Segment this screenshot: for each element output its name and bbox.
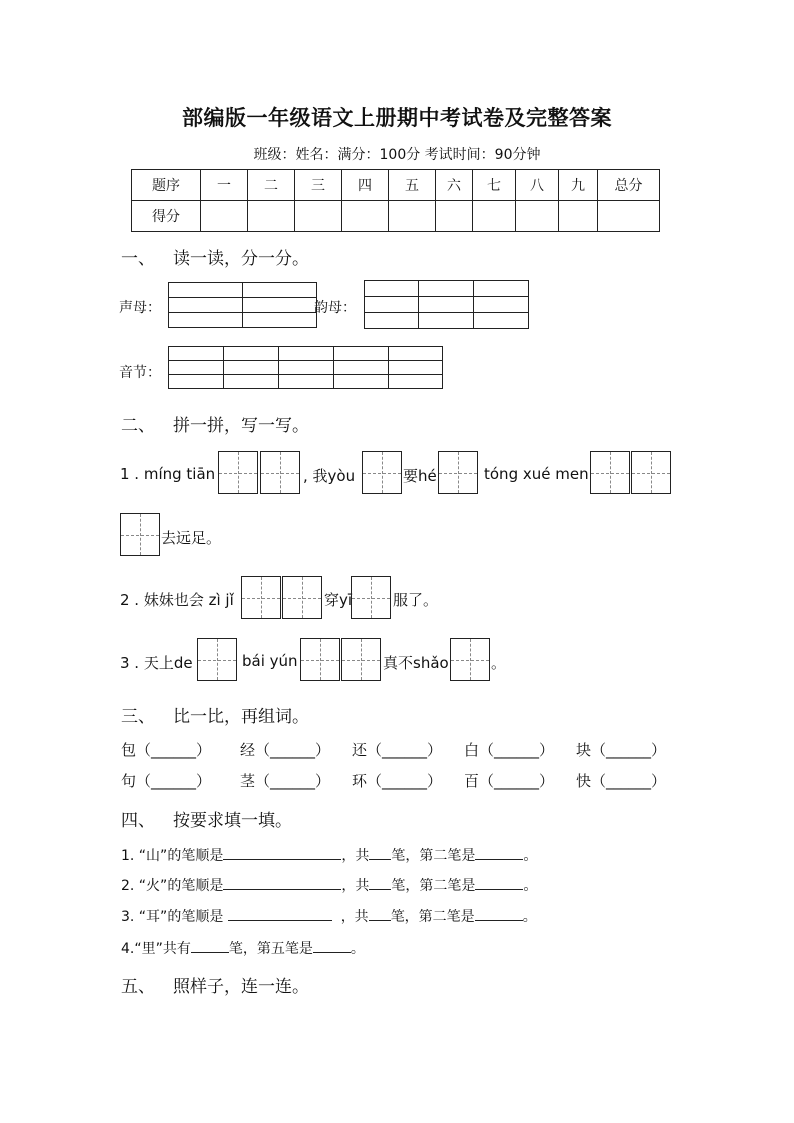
yinjie-grid[interactable] [168,346,443,389]
score-value-row [132,201,660,232]
question-text: 笔，第二笔是 [391,848,476,864]
section-number: 四、 [121,811,155,831]
q3-tail: 。 [491,654,507,672]
compare-char: 包 [121,741,137,759]
question-text: 。 [523,848,538,864]
q2-tail: 服了。 [393,591,439,609]
score-col: 九 [559,170,598,201]
word-blank[interactable]: （______） [367,741,443,759]
compare-char: 句 [121,772,137,790]
answer-blank[interactable] [191,938,229,953]
shengmu-grid[interactable] [168,282,317,328]
compare-item [576,739,666,760]
section-2-heading [121,411,309,436]
tianzige-box[interactable] [197,638,237,681]
section-title: 读一读，分一分。 [173,249,309,269]
compare-char: 百 [464,772,480,790]
score-col: 三 [295,170,342,201]
tianzige-box[interactable] [120,513,160,556]
q3-prefix: 3 . 天上de [120,654,193,672]
answer-blank[interactable] [369,906,391,921]
compare-row-2 [121,770,211,791]
score-cell[interactable] [295,201,342,232]
compare-char: 白 [464,741,480,759]
section-number: 三、 [121,707,155,727]
word-blank[interactable]: （______） [367,772,443,790]
stroke-question-4 [121,938,365,958]
score-cell[interactable] [248,201,295,232]
word-blank[interactable]: （______） [136,772,212,790]
word-blank[interactable]: （______） [591,772,667,790]
score-col: 五 [389,170,436,201]
stroke-question-1 [121,845,537,865]
question-text: 。 [522,909,537,925]
tianzige-box[interactable] [300,638,340,681]
answer-blank[interactable] [369,875,391,890]
q2-part2: 穿yī [324,591,353,609]
word-blank[interactable]: （______） [479,772,555,790]
compare-item [352,739,442,760]
question-text: 1. “山”的笔顺是 [121,848,224,864]
compare-char: 环 [352,772,368,790]
tianzige-box[interactable] [241,576,281,619]
score-cell[interactable] [389,201,436,232]
section-number: 五、 [121,977,155,997]
score-col-total: 总分 [598,170,660,201]
question-text: 2. “火”的笔顺是 [121,878,224,894]
score-col: 二 [248,170,295,201]
score-cell[interactable] [516,201,559,232]
word-blank[interactable]: （______） [479,741,555,759]
score-col: 七 [473,170,516,201]
tianzige-box[interactable] [362,451,402,494]
tianzige-box[interactable] [631,451,671,494]
answer-blank[interactable] [313,938,351,953]
q1-tail: 去远足。 [161,529,222,547]
answer-blank[interactable] [223,875,341,890]
question-text: 4.“里”共有 [121,941,191,957]
tianzige-box[interactable] [351,576,391,619]
q1-prefix: 1 . míng tiān [120,465,216,483]
compare-char: 经 [240,741,256,759]
question-text: 3. “耳”的笔顺是 [121,909,224,925]
score-row-label: 得分 [132,201,201,232]
tianzige-box[interactable] [341,638,381,681]
score-col: 六 [436,170,473,201]
score-table [131,169,660,232]
score-cell[interactable] [342,201,389,232]
section-number: 二、 [121,416,155,436]
score-cell[interactable] [436,201,473,232]
section-number: 一、 [121,249,155,269]
score-cell[interactable] [598,201,660,232]
section-4-heading [121,806,292,831]
section-title: 比一比，再组词。 [173,707,309,727]
q2-prefix: 2 . 妹妹也会 zì jǐ [120,591,234,609]
word-blank[interactable]: （______） [591,741,667,759]
q1-part3: 要hé [403,467,437,485]
compare-item [464,770,554,791]
q1-part4: tóng xué men [484,465,589,483]
answer-blank[interactable] [223,845,341,860]
section-title: 照样子，连一连。 [173,977,309,997]
score-col: 四 [342,170,389,201]
question-text: ，共 [341,848,370,864]
section-5-heading [121,972,309,997]
section-1-heading [121,244,309,269]
word-blank[interactable]: （______） [255,741,331,759]
tianzige-box[interactable] [450,638,490,681]
yunmu-label: 韵母： [314,300,356,316]
answer-blank[interactable] [475,906,523,921]
yinjie-label: 音节： [119,365,161,381]
stroke-question-2 [121,875,537,895]
question-text: 笔，第五笔是 [228,941,313,957]
stroke-question-3 [121,906,537,926]
tianzige-box[interactable] [260,451,300,494]
compare-item [240,770,330,791]
word-blank[interactable]: （______） [255,772,331,790]
compare-item [464,739,554,760]
compare-char: 还 [352,741,368,759]
score-header-label: 题序 [132,170,201,201]
q3-part2: bái yún [242,652,298,670]
q1-part2: , 我yòu [303,467,356,485]
question-text: 笔，第二笔是 [391,878,476,894]
page-title: 部编版一年级语文上册期中考试卷及完整答案 [182,105,612,130]
score-cell[interactable] [559,201,598,232]
score-col: 一 [201,170,248,201]
compare-item [576,770,666,791]
compare-row-1 [121,739,211,760]
score-cell[interactable] [473,201,516,232]
question-text: 。 [350,941,365,957]
question-text: ，共 [340,909,369,925]
tianzige-box[interactable] [282,576,322,619]
section-title: 按要求填一填。 [173,811,292,831]
q3-part3: 真不shǎo [383,654,449,672]
compare-item [352,770,442,791]
tianzige-box[interactable] [590,451,630,494]
answer-blank[interactable] [228,906,332,921]
score-cell[interactable] [201,201,248,232]
tianzige-box[interactable] [218,451,258,494]
answer-blank[interactable] [475,845,523,860]
score-header-row [132,170,660,201]
answer-blank[interactable] [369,845,391,860]
yunmu-grid[interactable] [364,280,529,329]
word-blank[interactable]: （______） [136,741,212,759]
question-text: 笔，第二笔是 [390,909,475,925]
answer-blank[interactable] [475,875,523,890]
shengmu-label: 声母： [119,300,161,316]
exam-info: 班级：姓名：满分：100分 考试时间：90分钟 [253,147,541,163]
question-text: 。 [523,878,538,894]
compare-char: 块 [576,741,592,759]
question-text: ，共 [341,878,370,894]
score-col: 八 [516,170,559,201]
tianzige-box[interactable] [438,451,478,494]
compare-char: 茎 [240,772,256,790]
section-title: 拼一拼，写一写。 [173,416,309,436]
compare-char: 快 [576,772,592,790]
section-3-heading [121,702,309,727]
compare-item [240,739,330,760]
